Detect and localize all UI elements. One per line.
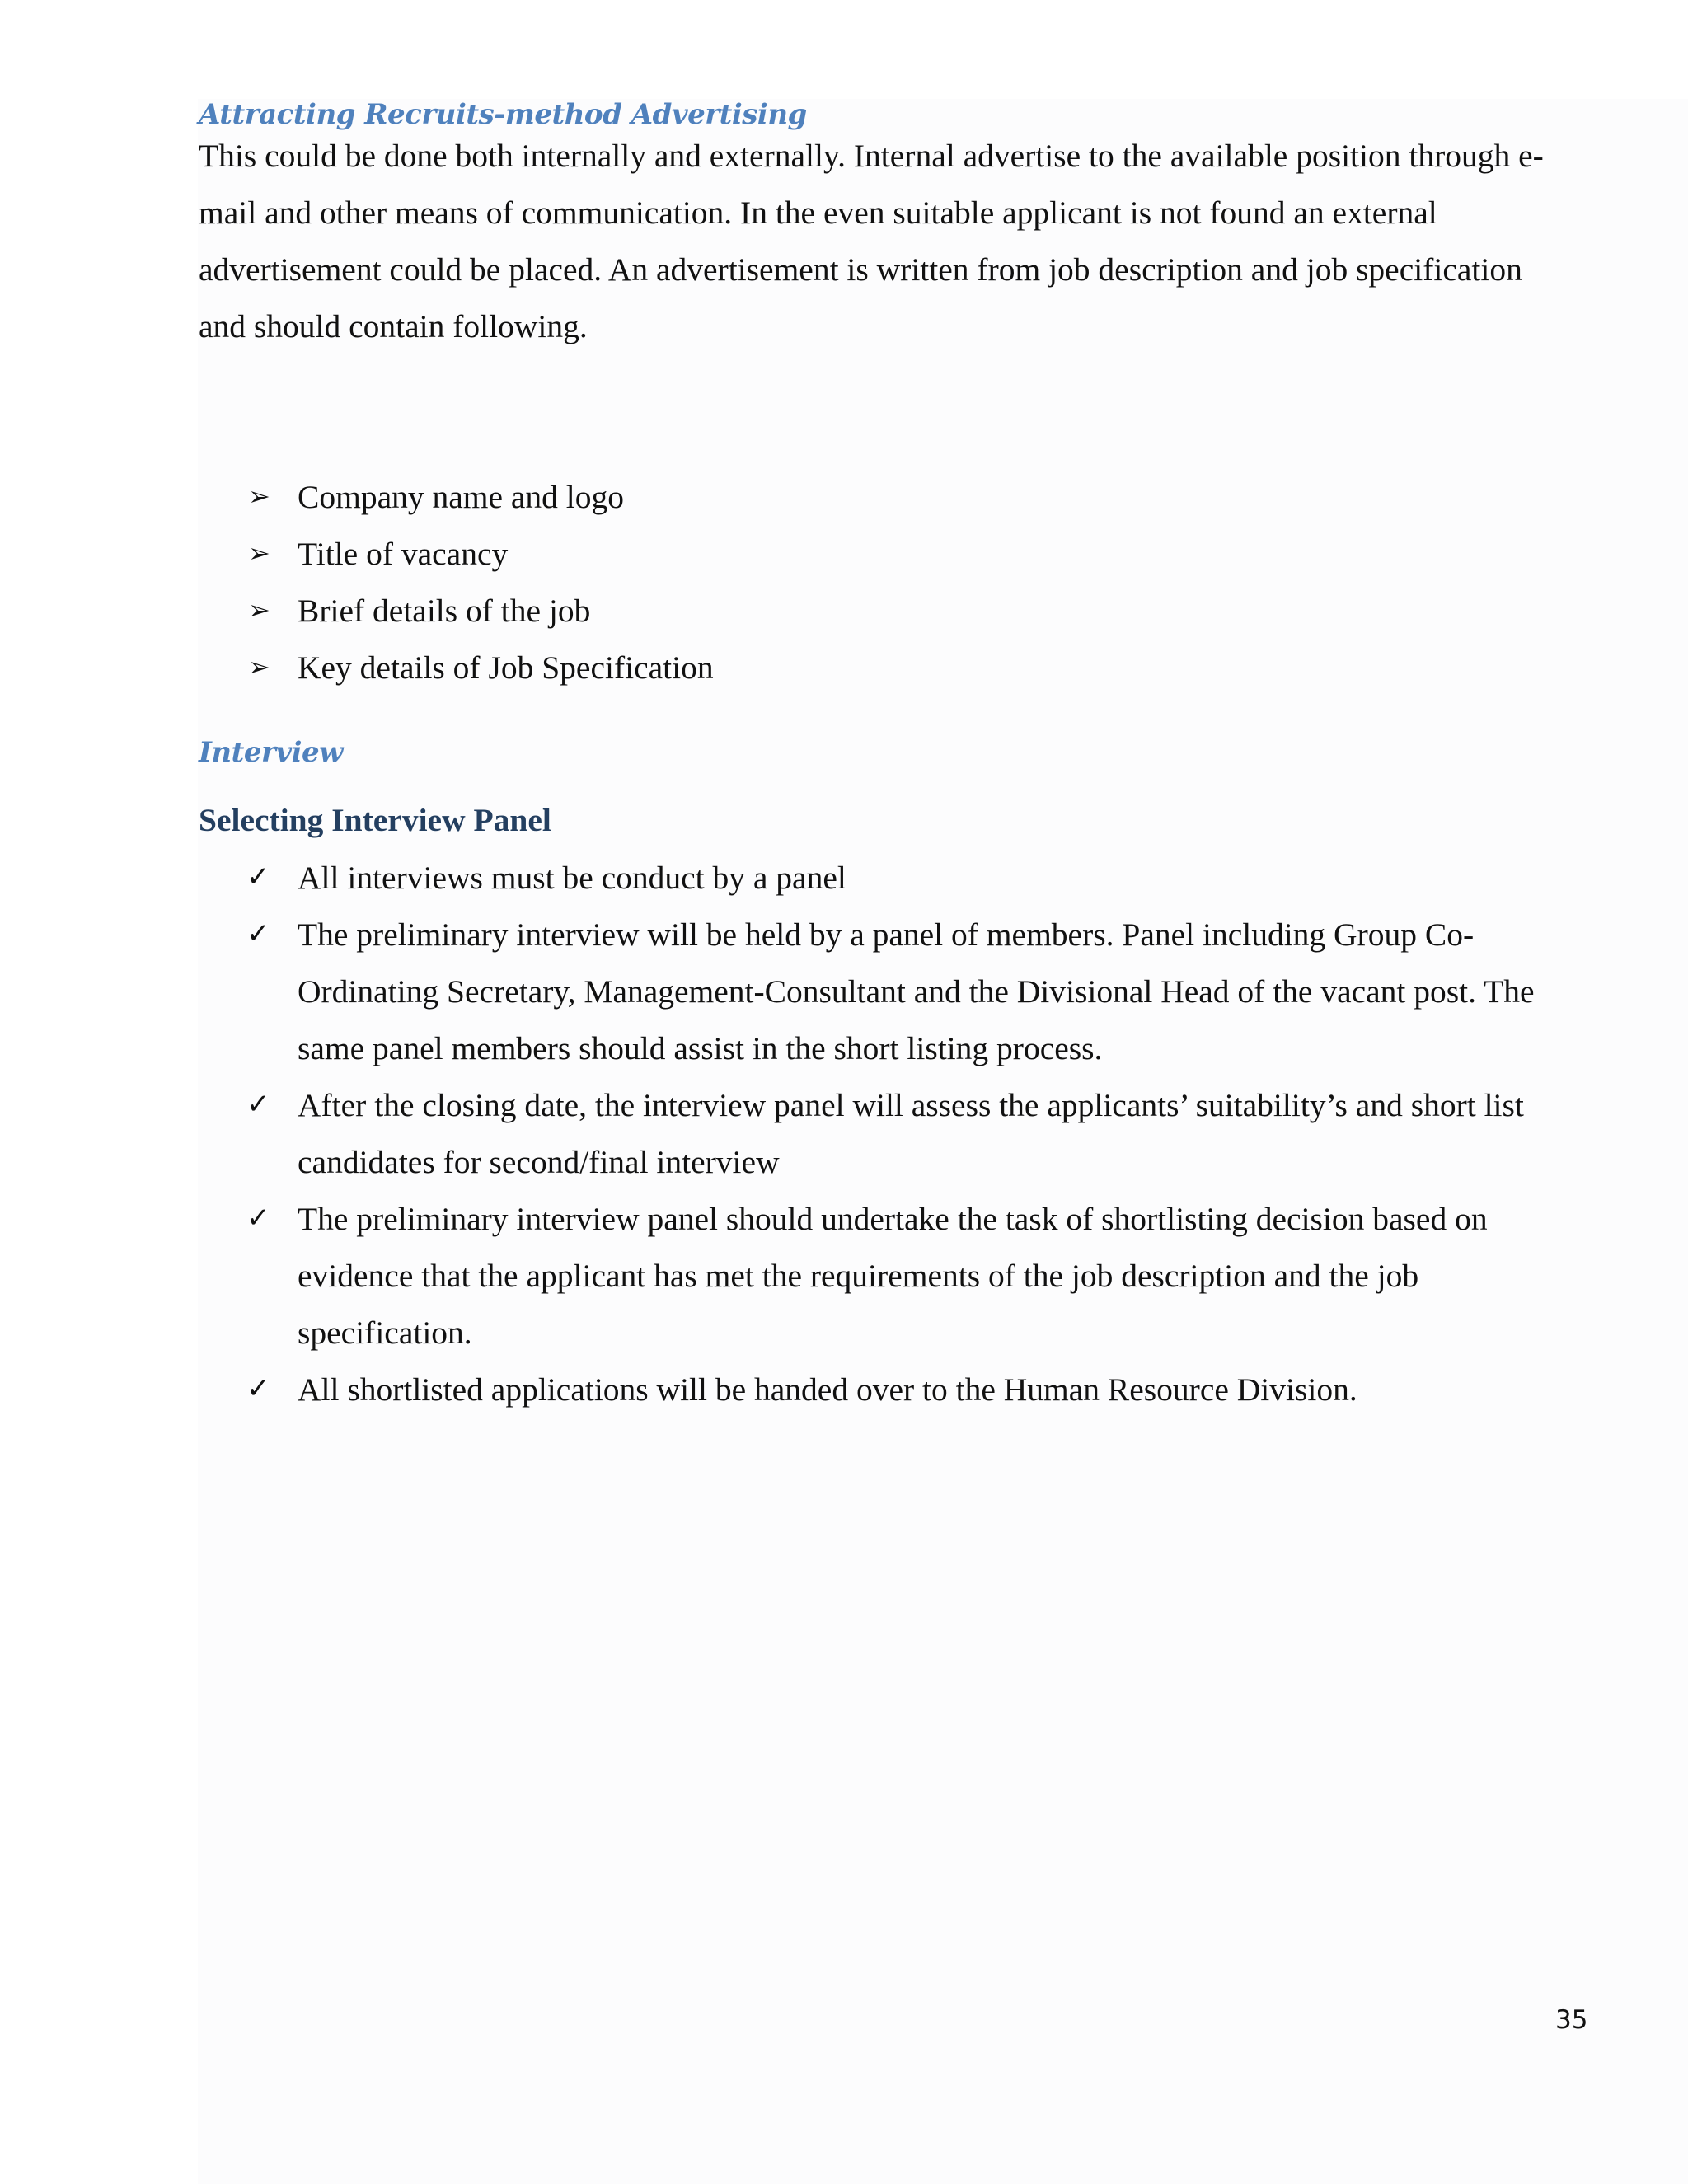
checklist-line: After the closing date, the interview panel will assess the applicants’ suitability’s and short list [298, 1087, 1524, 1123]
checklist-line: All shortlisted applications will be handed over to the Human Resource Division. [298, 1371, 1357, 1408]
checklist-line: The preliminary interview will be held by a panel of members. Panel including Group Co- [298, 916, 1475, 953]
list-item: Key details of Job Specification [298, 649, 714, 686]
paragraph-line: and should contain following. [199, 308, 588, 344]
paragraph-line: This could be done both internally and externally. Internal advertise to the available position through e- [199, 138, 1544, 174]
arrowhead-bullet-icon: ➢ [248, 651, 270, 682]
checkmark-icon: ✓ [246, 860, 270, 893]
checklist-line: All interviews must be conduct by a panel [298, 860, 846, 896]
page-shading [198, 99, 1688, 2184]
checklist-line: same panel members should assist in the short listing process. [298, 1030, 1103, 1066]
arrowhead-bullet-icon: ➢ [248, 594, 270, 626]
list-item: Company name and logo [298, 479, 625, 515]
checklist-line: evidence that the applicant has met the requirements of the job description and the job [298, 1258, 1419, 1294]
arrowhead-bullet-icon: ➢ [248, 537, 270, 569]
page-number: 35 [1555, 2005, 1588, 2035]
checkmark-icon: ✓ [246, 917, 270, 950]
checklist-line: Ordinating Secretary, Management-Consultant and the Divisional Head of the vacant post. The [298, 973, 1535, 1010]
section-heading-advertising: Attracting Recruits-method Advertising [199, 98, 807, 131]
checklist-line: candidates for second/final interview [298, 1144, 780, 1180]
paragraph-line: advertisement could be placed. An advertisement is written from job description and job specification [199, 251, 1522, 288]
list-item: Brief details of the job [298, 593, 591, 629]
checkmark-icon: ✓ [246, 1088, 270, 1121]
checklist-line: The preliminary interview panel should undertake the task of shortlisting decision based on [298, 1201, 1488, 1237]
section-heading-interview: Interview [199, 736, 343, 769]
checkmark-icon: ✓ [246, 1372, 270, 1405]
subheading-selecting-panel: Selecting Interview Panel [199, 802, 551, 838]
checklist-line: specification. [298, 1315, 472, 1351]
paragraph-line: mail and other means of communication. In the even suitable applicant is not found an external [199, 194, 1437, 231]
list-item: Title of vacancy [298, 536, 509, 572]
checkmark-icon: ✓ [246, 1202, 270, 1235]
arrowhead-bullet-icon: ➢ [248, 480, 270, 512]
